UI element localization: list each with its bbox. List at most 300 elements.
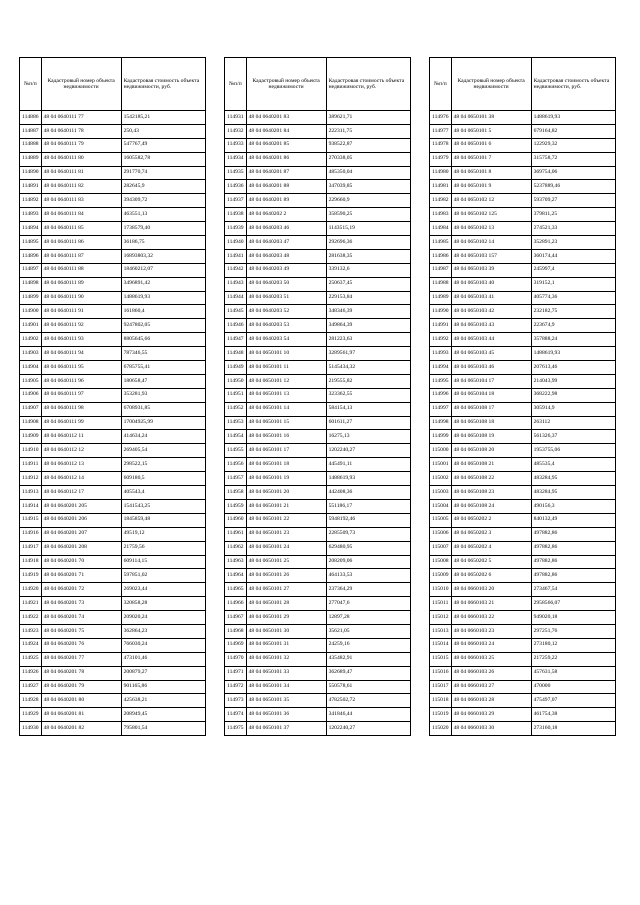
cadastral-number: 48 04 0640111 81 bbox=[41, 166, 121, 180]
cadastral-value: 16275,13 bbox=[326, 430, 410, 444]
cadastral-value: 12897,28 bbox=[326, 611, 410, 625]
cadastral-value: 200879,27 bbox=[121, 666, 205, 680]
row-number: 114973 bbox=[225, 694, 247, 708]
cadastral-value: 315758,72 bbox=[531, 152, 615, 166]
row-number: 114985 bbox=[430, 236, 452, 250]
row-number: 115019 bbox=[430, 708, 452, 722]
row-number: 114913 bbox=[20, 486, 42, 500]
table-row bbox=[430, 333, 616, 347]
cadastral-number: 48 04 0650104 17 bbox=[451, 374, 531, 388]
cadastral-value: 274521,33 bbox=[531, 222, 615, 236]
table-row bbox=[225, 236, 411, 250]
row-number: 114945 bbox=[225, 305, 247, 319]
table-row bbox=[430, 513, 616, 527]
cadastral-value: 464133,53 bbox=[326, 569, 410, 583]
cadastral-value: 679164,82 bbox=[531, 124, 615, 138]
cadastral-value: 237364,29 bbox=[326, 583, 410, 597]
cadastral-value: 358590,25 bbox=[326, 208, 410, 222]
cadastral-value: 281223,63 bbox=[326, 333, 410, 347]
table-row bbox=[430, 374, 616, 388]
row-number: 115007 bbox=[430, 541, 452, 555]
table-row bbox=[430, 486, 616, 500]
table-row bbox=[225, 166, 411, 180]
table-row bbox=[20, 652, 206, 666]
cadastral-value: 180658,47 bbox=[121, 374, 205, 388]
cadastral-value: 292696,36 bbox=[326, 236, 410, 250]
cadastral-number: 48 04 0640201 87 bbox=[246, 166, 326, 180]
cadastral-number: 48 04 0660103 27 bbox=[451, 680, 531, 694]
cadastral-number: 48 04 0660103 28 bbox=[451, 694, 531, 708]
cadastral-number: 48 04 0650108 20 bbox=[451, 444, 531, 458]
row-number: 114937 bbox=[225, 194, 247, 208]
row-number: 115017 bbox=[430, 680, 452, 694]
row-number: 115018 bbox=[430, 694, 452, 708]
table-row bbox=[430, 416, 616, 430]
table-row bbox=[225, 583, 411, 597]
table-row bbox=[20, 583, 206, 597]
table-row bbox=[225, 291, 411, 305]
cadastral-value: 273467,54 bbox=[531, 583, 615, 597]
row-number: 114922 bbox=[20, 611, 42, 625]
cadastral-value: 1488619,93 bbox=[121, 291, 205, 305]
header-cadastral-value: Кадастровая стоимость объекта недвижимости, руб. bbox=[531, 58, 615, 111]
cadastral-number: 48 04 0640201 84 bbox=[246, 124, 326, 138]
row-number: 114942 bbox=[225, 263, 247, 277]
row-number: 114916 bbox=[20, 527, 42, 541]
row-number: 114958 bbox=[225, 486, 247, 500]
row-number: 114943 bbox=[225, 277, 247, 291]
table-row bbox=[20, 236, 206, 250]
row-number: 114894 bbox=[20, 222, 42, 236]
table-header-row bbox=[20, 58, 206, 111]
cadastral-value: 601611,27 bbox=[326, 416, 410, 430]
cadastral-value: 949020,18 bbox=[531, 611, 615, 625]
table-row bbox=[225, 541, 411, 555]
table-row bbox=[20, 541, 206, 555]
cadastral-value: 490156,3 bbox=[531, 499, 615, 513]
cadastral-number: 48 04 0640111 94 bbox=[41, 347, 121, 361]
row-number: 114984 bbox=[430, 222, 452, 236]
cadastral-value: 2958566,07 bbox=[531, 597, 615, 611]
row-number: 115015 bbox=[430, 652, 452, 666]
cadastral-number: 48 04 0640201 71 bbox=[41, 569, 121, 583]
cadastral-number: 48 04 0650101 27 bbox=[246, 583, 326, 597]
table-row bbox=[430, 527, 616, 541]
cadastral-value: 297251,76 bbox=[531, 624, 615, 638]
table-row bbox=[225, 305, 411, 319]
table-row bbox=[20, 180, 206, 194]
row-number: 114934 bbox=[225, 152, 247, 166]
cadastral-value: 497882,86 bbox=[531, 541, 615, 555]
cadastral-number: 48 04 0650101 14 bbox=[246, 402, 326, 416]
row-number: 115006 bbox=[430, 527, 452, 541]
cadastral-value: 161860,4 bbox=[121, 305, 205, 319]
table-row bbox=[20, 624, 206, 638]
cadastral-value: 352891,23 bbox=[531, 236, 615, 250]
row-number: 114886 bbox=[20, 111, 42, 125]
table-row bbox=[20, 444, 206, 458]
row-number: 114967 bbox=[225, 611, 247, 625]
row-number: 114923 bbox=[20, 624, 42, 638]
cadastral-number: 48 04 0640111 99 bbox=[41, 416, 121, 430]
header-cadastral-value: Кадастровая стоимость объекта недвижимости, руб. bbox=[121, 58, 205, 111]
cadastral-value: 1488619,93 bbox=[531, 111, 615, 125]
table-row bbox=[430, 499, 616, 513]
table-row bbox=[430, 652, 616, 666]
cadastral-number: 48 04 0640203 51 bbox=[246, 291, 326, 305]
cadastral-value: 298522,15 bbox=[121, 458, 205, 472]
cadastral-number: 48 04 0650103 157 bbox=[451, 249, 531, 263]
cadastral-number: 48 04 0640201 83 bbox=[246, 111, 326, 125]
cadastral-number: 48 04 0640203 48 bbox=[246, 249, 326, 263]
table-row bbox=[430, 305, 616, 319]
row-number: 114911 bbox=[20, 458, 42, 472]
cadastral-value: 222311,75 bbox=[326, 124, 410, 138]
table-row bbox=[225, 388, 411, 402]
cadastral-number: 48 04 0640201 86 bbox=[246, 152, 326, 166]
cadastral-number: 48 04 0660103 26 bbox=[451, 666, 531, 680]
cadastral-number: 48 04 0650101 28 bbox=[246, 597, 326, 611]
table-row bbox=[225, 458, 411, 472]
cadastral-number: 48 04 0640111 83 bbox=[41, 194, 121, 208]
row-number: 114930 bbox=[20, 722, 42, 736]
cadastral-value: 362689,47 bbox=[326, 666, 410, 680]
row-number: 114974 bbox=[225, 708, 247, 722]
cadastral-value: 270338,05 bbox=[326, 152, 410, 166]
table-row bbox=[430, 402, 616, 416]
cadastral-number: 48 04 0650103 41 bbox=[451, 291, 531, 305]
row-number: 115000 bbox=[430, 444, 452, 458]
table-row bbox=[225, 263, 411, 277]
table-row bbox=[430, 694, 616, 708]
cadastral-number: 48 04 0640111 92 bbox=[41, 319, 121, 333]
cadastral-value: 1488619,93 bbox=[326, 472, 410, 486]
table-row bbox=[225, 555, 411, 569]
cadastral-value: 463551,13 bbox=[121, 208, 205, 222]
table-row bbox=[225, 597, 411, 611]
cadastral-number: 48 04 0650103 39 bbox=[451, 263, 531, 277]
table-row bbox=[430, 152, 616, 166]
row-number: 114919 bbox=[20, 569, 42, 583]
cadastral-value: 209020,24 bbox=[121, 611, 205, 625]
table-row bbox=[20, 208, 206, 222]
table-row bbox=[20, 694, 206, 708]
table-row bbox=[430, 583, 616, 597]
cadastral-number: 48 04 0650101 11 bbox=[246, 361, 326, 375]
cadastral-value: 609114,15 bbox=[121, 555, 205, 569]
cadastral-number: 48 04 0660103 25 bbox=[451, 652, 531, 666]
cadastral-value: 1202240,27 bbox=[326, 444, 410, 458]
row-number: 115003 bbox=[430, 486, 452, 500]
cadastral-number: 48 04 0650101 35 bbox=[246, 694, 326, 708]
cadastral-value: 229660,9 bbox=[326, 194, 410, 208]
row-number: 114983 bbox=[430, 208, 452, 222]
table-row bbox=[225, 416, 411, 430]
cadastral-value: 485350,04 bbox=[326, 166, 410, 180]
table-row bbox=[225, 624, 411, 638]
cadastral-value: 938522,87 bbox=[326, 138, 410, 152]
cadastral-value: 405774,36 bbox=[531, 291, 615, 305]
row-number: 114932 bbox=[225, 124, 247, 138]
table-row bbox=[20, 138, 206, 152]
cadastral-number: 48 04 0650103 40 bbox=[451, 277, 531, 291]
header-num: №п/п bbox=[430, 58, 452, 111]
cadastral-value: 3289561,97 bbox=[326, 347, 410, 361]
cadastral-number: 48 04 0640111 91 bbox=[41, 305, 121, 319]
cadastral-number: 48 04 0640201 80 bbox=[41, 694, 121, 708]
cadastral-number: 48 04 0650101 32 bbox=[246, 652, 326, 666]
cadastral-value: 901165,86 bbox=[121, 680, 205, 694]
cadastral-number: 48 04 0650101 36 bbox=[246, 708, 326, 722]
table-row bbox=[430, 541, 616, 555]
cadastral-number: 48 04 0650103 43 bbox=[451, 319, 531, 333]
header-cadastral-value: Кадастровая стоимость объекта недвижимости, руб. bbox=[326, 58, 410, 111]
cadastral-number: 48 04 0650101 26 bbox=[246, 569, 326, 583]
table-row bbox=[430, 124, 616, 138]
row-number: 114981 bbox=[430, 180, 452, 194]
cadastral-number: 48 04 0650101 24 bbox=[246, 541, 326, 555]
row-number: 114998 bbox=[430, 416, 452, 430]
row-number: 114907 bbox=[20, 402, 42, 416]
cadastral-number: 48 04 0650102 12 bbox=[451, 194, 531, 208]
cadastral-number: 48 04 0640203 46 bbox=[246, 222, 326, 236]
cadastral-value: 457631,58 bbox=[531, 666, 615, 680]
row-number: 114951 bbox=[225, 388, 247, 402]
cadastral-value: 281638,35 bbox=[326, 249, 410, 263]
cadastral-value: 214043,99 bbox=[531, 374, 615, 388]
cadastral-number: 48 04 0650202 4 bbox=[451, 541, 531, 555]
table-row bbox=[430, 263, 616, 277]
table-row bbox=[225, 319, 411, 333]
table-row bbox=[20, 333, 206, 347]
cadastral-value: 305914,9 bbox=[531, 402, 615, 416]
row-number: 114994 bbox=[430, 361, 452, 375]
cadastral-value: 357888,24 bbox=[531, 333, 615, 347]
cadastral-value: 18460212,07 bbox=[121, 263, 205, 277]
cadastral-value: 1143515,19 bbox=[326, 222, 410, 236]
row-number: 114964 bbox=[225, 569, 247, 583]
table-row bbox=[225, 638, 411, 652]
row-number: 114947 bbox=[225, 333, 247, 347]
cadastral-value: 1738579,40 bbox=[121, 222, 205, 236]
cadastral-value: 21759,56 bbox=[121, 541, 205, 555]
table-row bbox=[20, 319, 206, 333]
table-row bbox=[225, 111, 411, 125]
cadastral-value: 551186,17 bbox=[326, 499, 410, 513]
row-number: 114902 bbox=[20, 333, 42, 347]
table-row bbox=[225, 249, 411, 263]
cadastral-number: 48 04 0640112 13 bbox=[41, 458, 121, 472]
table-row bbox=[430, 111, 616, 125]
cadastral-value: 473101,46 bbox=[121, 652, 205, 666]
cadastral-value: 277047,6 bbox=[326, 597, 410, 611]
table-row bbox=[430, 722, 616, 736]
cadastral-number: 48 04 0650101 25 bbox=[246, 555, 326, 569]
table-header-row bbox=[430, 58, 616, 111]
table-row bbox=[20, 611, 206, 625]
cadastral-value: 593709,27 bbox=[531, 194, 615, 208]
header-num: №п/п bbox=[20, 58, 42, 111]
table-row bbox=[20, 166, 206, 180]
table-row bbox=[430, 680, 616, 694]
row-number: 115014 bbox=[430, 638, 452, 652]
cadastral-value: 269023,44 bbox=[121, 583, 205, 597]
cadastral-value: 3496891,42 bbox=[121, 277, 205, 291]
table-row bbox=[430, 555, 616, 569]
cadastral-value: 17004925,99 bbox=[121, 416, 205, 430]
row-number: 114897 bbox=[20, 263, 42, 277]
table-row bbox=[430, 249, 616, 263]
cadastral-value: 497882,86 bbox=[531, 555, 615, 569]
row-number: 114953 bbox=[225, 416, 247, 430]
header-num: №п/п bbox=[225, 58, 247, 111]
cadastral-number: 48 04 0660103 23 bbox=[451, 624, 531, 638]
row-number: 114962 bbox=[225, 541, 247, 555]
row-number: 114893 bbox=[20, 208, 42, 222]
row-number: 114971 bbox=[225, 666, 247, 680]
cadastral-value: 368222,98 bbox=[531, 388, 615, 402]
cadastral-number: 48 04 0650101 15 bbox=[246, 416, 326, 430]
table-row bbox=[20, 305, 206, 319]
cadastral-value: 250,43 bbox=[121, 124, 205, 138]
cadastral-number: 48 04 0640111 96 bbox=[41, 374, 121, 388]
cadastral-value: 394309,72 bbox=[121, 194, 205, 208]
cadastral-number: 48 04 0640111 85 bbox=[41, 222, 121, 236]
table-row bbox=[20, 152, 206, 166]
cadastral-number: 48 04 0640201 75 bbox=[41, 624, 121, 638]
cadastral-value: 369754,06 bbox=[531, 166, 615, 180]
row-number: 114914 bbox=[20, 499, 42, 513]
row-number: 115010 bbox=[430, 583, 452, 597]
cadastral-value: 442408,36 bbox=[326, 486, 410, 500]
table-row bbox=[20, 499, 206, 513]
row-number: 114889 bbox=[20, 152, 42, 166]
row-number: 114954 bbox=[225, 430, 247, 444]
table-row bbox=[430, 388, 616, 402]
cadastral-value: 4782502,72 bbox=[326, 694, 410, 708]
cadastral-value: 273180,12 bbox=[531, 638, 615, 652]
table-row bbox=[225, 430, 411, 444]
table-row bbox=[225, 277, 411, 291]
row-number: 114927 bbox=[20, 680, 42, 694]
table-row bbox=[20, 347, 206, 361]
cadastral-number: 48 04 0650101 6 bbox=[451, 138, 531, 152]
row-number: 114970 bbox=[225, 652, 247, 666]
cadastral-number: 48 04 0640201 206 bbox=[41, 513, 121, 527]
cadastral-value: 219555,82 bbox=[326, 374, 410, 388]
cadastral-value: 349864,39 bbox=[326, 319, 410, 333]
cadastral-number: 48 04 0650202 5 bbox=[451, 555, 531, 569]
table-row bbox=[20, 472, 206, 486]
row-number: 114965 bbox=[225, 583, 247, 597]
cadastral-number: 48 04 0650202 3 bbox=[451, 527, 531, 541]
cadastral-number: 48 04 0640112 17 bbox=[41, 486, 121, 500]
cadastral-number: 48 04 0660103 29 bbox=[451, 708, 531, 722]
cadastral-number: 48 04 0640111 84 bbox=[41, 208, 121, 222]
row-number: 114961 bbox=[225, 527, 247, 541]
row-number: 114898 bbox=[20, 277, 42, 291]
cadastral-number: 48 04 0640203 53 bbox=[246, 319, 326, 333]
row-number: 115012 bbox=[430, 611, 452, 625]
table-row bbox=[225, 152, 411, 166]
table-row bbox=[430, 624, 616, 638]
cadastral-number: 48 04 0640111 82 bbox=[41, 180, 121, 194]
row-number: 114915 bbox=[20, 513, 42, 527]
row-number: 114939 bbox=[225, 222, 247, 236]
table-row bbox=[20, 458, 206, 472]
row-number: 114921 bbox=[20, 597, 42, 611]
cadastral-value: 362864,23 bbox=[121, 624, 205, 638]
table-row bbox=[20, 361, 206, 375]
cadastral-value: 348346,39 bbox=[326, 305, 410, 319]
cadastral-number: 48 04 0640201 81 bbox=[41, 708, 121, 722]
cadastral-number: 48 04 0640202 2 bbox=[246, 208, 326, 222]
table-row bbox=[20, 277, 206, 291]
table-row bbox=[225, 652, 411, 666]
row-number: 114988 bbox=[430, 277, 452, 291]
table-row bbox=[20, 124, 206, 138]
row-number: 114909 bbox=[20, 430, 42, 444]
cadastral-table-3 bbox=[429, 57, 616, 736]
cadastral-value: 347039,85 bbox=[326, 180, 410, 194]
cadastral-number: 48 04 0650101 5 bbox=[451, 124, 531, 138]
cadastral-number: 48 04 0650104 18 bbox=[451, 388, 531, 402]
table-row bbox=[20, 555, 206, 569]
table-row bbox=[20, 374, 206, 388]
row-number: 114912 bbox=[20, 472, 42, 486]
cadastral-number: 48 04 0640111 86 bbox=[41, 236, 121, 250]
row-number: 114925 bbox=[20, 652, 42, 666]
cadastral-value: 379811,25 bbox=[531, 208, 615, 222]
cadastral-number: 48 04 0650202 6 bbox=[451, 569, 531, 583]
row-number: 114976 bbox=[430, 111, 452, 125]
row-number: 115013 bbox=[430, 624, 452, 638]
row-number: 114986 bbox=[430, 249, 452, 263]
table-row bbox=[225, 694, 411, 708]
cadastral-value: 217259,22 bbox=[531, 652, 615, 666]
table-row bbox=[20, 222, 206, 236]
cadastral-number: 48 04 0640201 76 bbox=[41, 638, 121, 652]
cadastral-number: 48 04 0640201 72 bbox=[41, 583, 121, 597]
header-cadastral-number: Кадастровый номер объекта недвижимости bbox=[246, 58, 326, 111]
cadastral-value: 353281,93 bbox=[121, 388, 205, 402]
row-number: 114948 bbox=[225, 347, 247, 361]
cadastral-value: 497882,86 bbox=[531, 527, 615, 541]
cadastral-value: 273160,18 bbox=[531, 722, 615, 736]
cadastral-number: 48 04 0640201 70 bbox=[41, 555, 121, 569]
cadastral-value: 36186,75 bbox=[121, 236, 205, 250]
cadastral-number: 48 04 0650101 21 bbox=[246, 499, 326, 513]
row-number: 115002 bbox=[430, 472, 452, 486]
row-number: 114928 bbox=[20, 694, 42, 708]
table-row bbox=[225, 513, 411, 527]
cadastral-number: 48 04 0640201 207 bbox=[41, 527, 121, 541]
cadastral-value: 470000 bbox=[531, 680, 615, 694]
table-row bbox=[225, 402, 411, 416]
cadastral-value: 1202240,27 bbox=[326, 722, 410, 736]
table-row bbox=[430, 472, 616, 486]
cadastral-number: 48 04 0650101 13 bbox=[246, 388, 326, 402]
table-row bbox=[430, 361, 616, 375]
row-number: 114931 bbox=[225, 111, 247, 125]
cadastral-value: 485535,4 bbox=[531, 458, 615, 472]
cadastral-number: 48 04 0650108 17 bbox=[451, 402, 531, 416]
row-number: 114991 bbox=[430, 319, 452, 333]
row-number: 114968 bbox=[225, 624, 247, 638]
table-row bbox=[20, 638, 206, 652]
table-row bbox=[225, 499, 411, 513]
cadastral-number: 48 04 0650103 42 bbox=[451, 305, 531, 319]
